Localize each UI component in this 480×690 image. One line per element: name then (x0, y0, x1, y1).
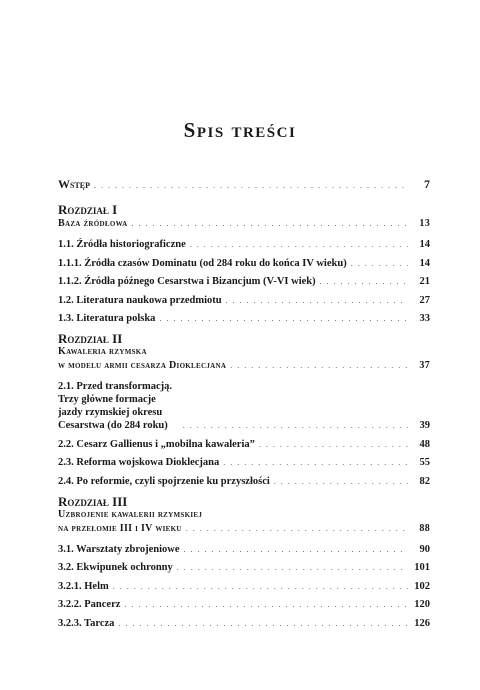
leader-dots (159, 312, 408, 325)
table-of-contents (58, 178, 430, 636)
toc-entry[interactable] (58, 543, 430, 556)
leader-dots (259, 438, 408, 451)
toc-entry-text: 3.2.1. Helm (58, 580, 109, 592)
toc-page-number: 82 (419, 475, 430, 487)
toc-entry-text: 2.4. Po reformie, czyli spojrzenie ku przyszłości (58, 475, 270, 487)
leader-dots (183, 419, 408, 432)
toc-page-number: 126 (414, 617, 430, 629)
chapter-3 (58, 494, 430, 630)
toc-entry[interactable] (58, 598, 430, 611)
chapter-title-line: Uzbrojenie kawalerii rzymskiej (58, 508, 203, 520)
leader-dots (274, 475, 408, 488)
chapter-1 (58, 202, 430, 325)
toc-entry[interactable] (58, 580, 430, 593)
leader-dots (94, 179, 408, 192)
toc-entry[interactable] (58, 275, 430, 288)
leader-dots (190, 238, 408, 251)
toc-entry-text: 3.1. Warsztaty zbrojeniowe (58, 543, 180, 555)
toc-entry-text: 1.1.2. Źródła późnego Cesarstwa i Bizancjum (V-VI wiek) (58, 276, 316, 287)
toc-entry-text: 3.2.2. Pancerz (58, 599, 121, 610)
toc-entry-text: 1.1.1. Źródła czasów Dominatu (od 284 roku do końca IV wieku) (58, 257, 347, 269)
toc-entry[interactable] (58, 438, 430, 451)
leader-dots (113, 580, 408, 593)
leader-dots (184, 543, 408, 556)
leader-dots (124, 598, 408, 611)
toc-page-number: 14 (419, 257, 430, 269)
toc-entry-text: na przełomie III i IV wieku (58, 522, 182, 534)
toc-entry-text: 2.2. Cesarz Gallienus i „mobilna kawaleria” (58, 438, 255, 450)
toc-page-number: 21 (419, 276, 430, 287)
leader-dots (131, 217, 408, 230)
toc-entry-text: 1.3. Literatura polska (58, 313, 156, 324)
toc-page-number: 27 (419, 294, 430, 306)
toc-entry-text: 2.3. Reforma wojskowa Dioklecjana (58, 457, 220, 468)
toc-page-number: 88 (419, 522, 430, 534)
toc-page-number: 14 (419, 239, 430, 250)
toc-page-number: 102 (414, 580, 430, 592)
toc-page-number: 90 (419, 543, 430, 555)
toc-page-number: 48 (419, 438, 430, 450)
toc-page-number: 13 (419, 218, 430, 229)
chapter-label: Rozdział I (58, 202, 118, 217)
toc-entry-text: Wstęp (58, 177, 91, 191)
toc-entry[interactable] (58, 456, 430, 469)
toc-entry[interactable] (58, 257, 430, 270)
chapter-label: Rozdział II (58, 331, 123, 346)
toc-page-number: 33 (419, 313, 430, 324)
toc-page-number: 7 (424, 177, 430, 191)
toc-entry[interactable] (58, 475, 430, 488)
toc-entry-intro[interactable] (58, 178, 430, 192)
toc-page-number: 37 (419, 360, 430, 371)
leader-dots (230, 359, 408, 372)
toc-page-number: 101 (414, 562, 430, 573)
toc-entry[interactable] (58, 312, 430, 325)
leader-dots (351, 257, 408, 270)
toc-entry[interactable] (58, 561, 430, 574)
toc-entry-text: 3.2.3. Tarcza (58, 617, 115, 629)
leader-dots (320, 275, 408, 288)
toc-entry-text: Baza źródłowa (58, 218, 128, 229)
chapter-title-entry[interactable] (58, 522, 430, 535)
leader-dots (226, 294, 408, 307)
toc-entry-text: 1.2. Literatura naukowa przedmiotu (58, 294, 222, 306)
chapter-label: Rozdział III (58, 493, 128, 509)
toc-entry-text: w modelu armii cesarza Dioklecjana (58, 360, 227, 371)
toc-entry[interactable] (58, 238, 430, 251)
chapter-title-entry[interactable] (58, 359, 430, 372)
toc-entry-text: 1.1. Źródła historiograficzne (58, 239, 186, 250)
leader-dots (118, 617, 408, 630)
toc-entry-text: 2.1. Przed transformacją. Trzy główne formacje jazdy rzymskiej okresu Cesarstwa (do 284 roku) (58, 381, 173, 431)
chapter-2 (58, 331, 430, 488)
toc-page-number: 120 (414, 599, 430, 610)
toc-page-number: 55 (419, 457, 430, 468)
toc-entry[interactable] (58, 294, 430, 307)
toc-entry-text: 3.2. Ekwipunek ochronny (58, 562, 173, 573)
page-title: Spis treści (183, 118, 297, 142)
chapter-title-entry[interactable] (58, 217, 430, 230)
toc-page-number: 39 (419, 420, 430, 431)
leader-dots (223, 456, 408, 469)
chapter-title-line: Kawaleria rzymska (58, 346, 147, 357)
leader-dots (186, 522, 408, 535)
leader-dots (177, 561, 408, 574)
toc-entry[interactable] (58, 617, 430, 630)
toc-entry[interactable] (58, 380, 430, 432)
